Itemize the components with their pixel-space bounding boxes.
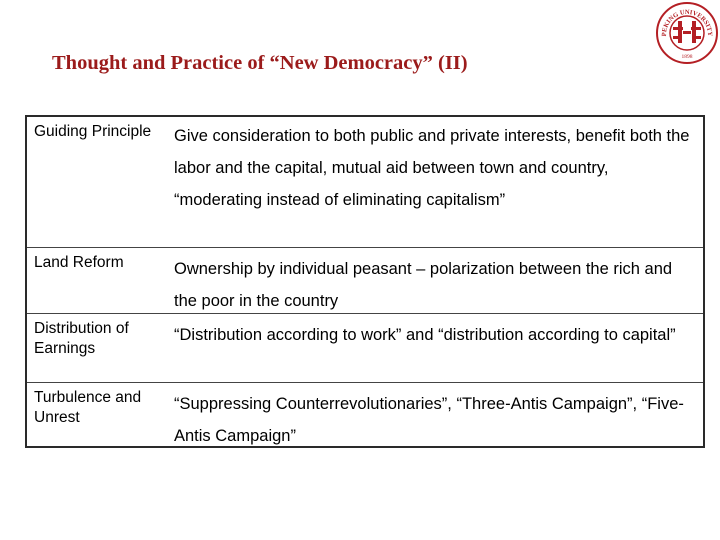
row-value: “Suppressing Counterrevolutionaries”, “Three-Antis Campaign”, “Five-Antis Campaign” <box>174 395 684 445</box>
row-value: Give consideration to both public and private interests, benefit both the labor and the capital, mutual aid between town and country, “moderating instead of eliminating capitalism” <box>174 127 690 209</box>
svg-text:1898: 1898 <box>681 54 693 60</box>
row-value: Ownership by individual peasant – polarization between the rich and the poor in the country <box>174 260 673 310</box>
table-row <box>27 247 703 313</box>
university-seal-logo <box>654 2 720 64</box>
row-value: “Distribution according to work” and “distribution according to capital” <box>174 326 676 344</box>
row-label: Distribution of Earnings <box>34 320 129 357</box>
row-label: Land Reform <box>34 254 124 271</box>
content-table <box>25 115 705 448</box>
row-label: Turbulence and Unrest <box>34 389 142 426</box>
svg-text:PEKING UNIVERSITY: PEKING UNIVERSITY <box>660 8 714 37</box>
slide-title: Thought and Practice of “New Democracy” (II) <box>52 52 468 74</box>
table-row <box>27 313 703 382</box>
row-label: Guiding Principle <box>34 123 152 140</box>
table-row <box>27 117 703 247</box>
table-row <box>27 382 703 446</box>
